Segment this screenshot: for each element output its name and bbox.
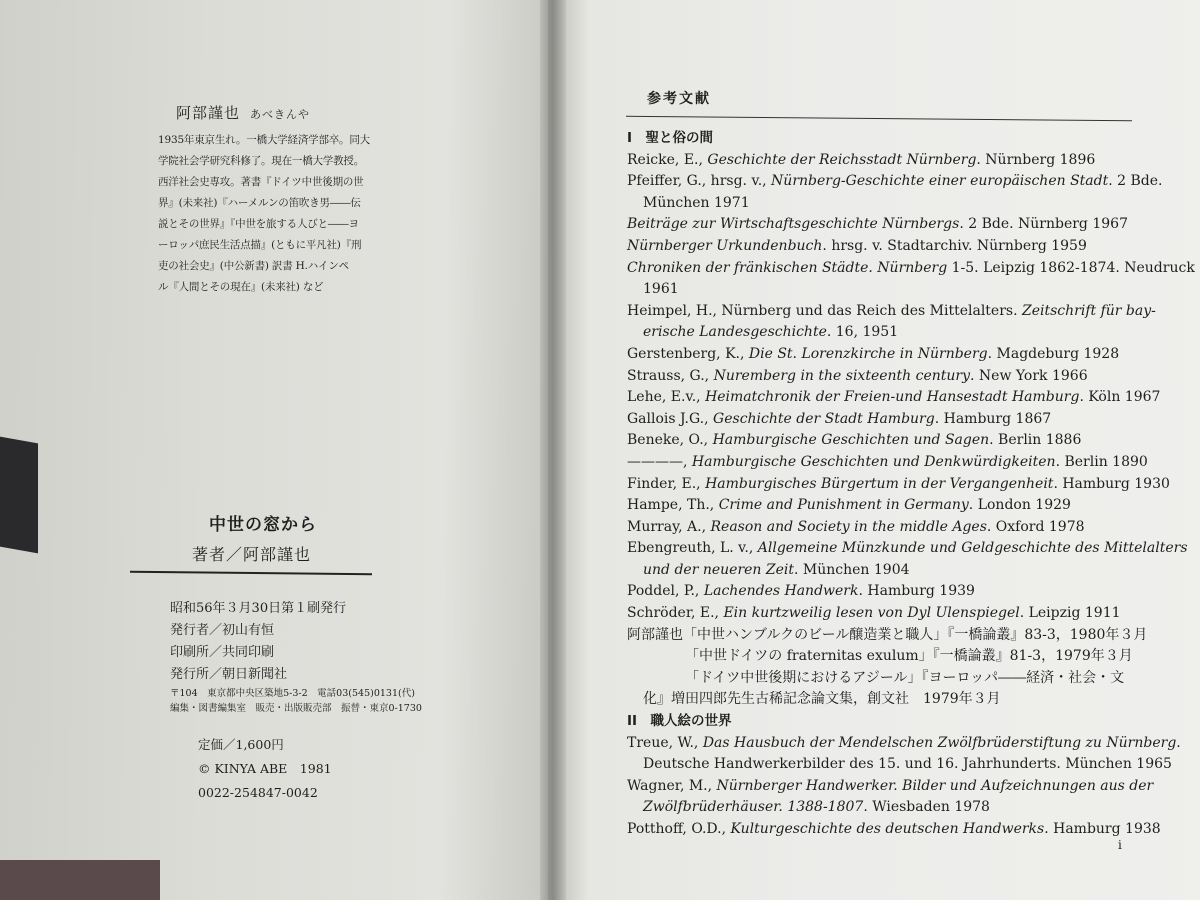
author-bio — [158, 130, 370, 298]
entry-title: Crime and Punishment in Germany — [718, 497, 969, 514]
entry-text: . Wiesbaden 1978 — [863, 799, 990, 816]
entry-title: Hamburgisches Bürgertum in der Vergangenheit — [705, 475, 1054, 492]
bibliography-entry — [627, 625, 1148, 647]
entry-text: 阿部謹也「中世ハンブルクのビール醸造業と職人」『一橋論叢』83-3，1980年３月 — [627, 626, 1148, 643]
bibliography-entry — [627, 797, 1137, 819]
entry-title: erische Landesgeschichte — [643, 324, 827, 341]
bio-line: 学院社会学研究科修了。現在一橋大学教授。 — [158, 155, 364, 167]
publisher-address: 〒104 東京都中央区築地5-3-2 電話03(545)0131(代) — [170, 688, 415, 699]
entry-text: . Magdeburg 1928 — [987, 345, 1120, 362]
entry-text: Strauss, G., — [627, 367, 714, 384]
entry-text: Pfeiffer, G., hrsg. v., — [627, 173, 772, 190]
entry-text: . Hamburg 1867 — [934, 410, 1052, 427]
entry-text: 「中世ドイツの fraternitas exulum」『一橋論叢』81-3，1979年３月 — [685, 648, 1133, 665]
book-title: 中世の窓から — [209, 515, 317, 535]
entry-title: Geschichte der Stadt Hamburg — [713, 410, 935, 427]
entry-title: Die St. Lorenzkirche in Nürnberg — [748, 345, 988, 362]
bibliography-entry — [627, 214, 1137, 236]
entry-text: . Köln 1967 — [1079, 389, 1161, 406]
entry-text: Reicke, E., — [627, 151, 708, 168]
entry-text: . Leipzig 1911 — [1019, 605, 1121, 622]
entry-text: Schröder, E., — [627, 605, 724, 622]
bio-line: 吏の社会史』(中公新書) 訳書 H.ハインペ — [158, 260, 349, 272]
entry-title: und der neueren Zeit — [643, 561, 794, 578]
entry-text: München 1971 — [643, 194, 750, 211]
bibliography-entry — [627, 301, 1156, 323]
entry-text: . Hamburg 1930 — [1053, 475, 1170, 492]
bibliography-entry — [627, 409, 1137, 431]
page-number: i — [1118, 838, 1122, 852]
entry-text: . Oxford 1978 — [986, 518, 1085, 535]
entry-text: Treue, W., — [627, 734, 703, 751]
entry-text: . 16, 1951 — [826, 324, 899, 341]
bibliography-entry — [627, 517, 1137, 539]
entry-text: . — [1176, 734, 1181, 751]
bibliography-entry — [627, 366, 1137, 388]
author-name — [176, 102, 310, 123]
entry-title: Allgemeine Münzkunde und Geldgeschichte des Mittelalters — [757, 540, 1188, 557]
entry-title: Zeitschrift für bay- — [1021, 302, 1156, 319]
entry-text: . 2 Bde. — [1108, 173, 1163, 190]
entry-text: . London 1929 — [968, 497, 1071, 514]
price-block — [198, 733, 332, 805]
bibliography-entry — [627, 776, 1154, 798]
entry-title: Reason and Society in the middle Ages — [710, 518, 987, 535]
bibliography-entry — [627, 150, 1137, 172]
bibliography-entry — [627, 733, 1181, 755]
bookmark-tab — [0, 437, 38, 554]
bio-line: ーロッパ庶民生活点描』(ともに平凡社)『刑 — [158, 239, 362, 251]
bibliography-entry — [627, 236, 1137, 258]
bibliography-heading: 参考文献 — [647, 91, 711, 107]
entry-title: Lachendes Handwerk — [703, 583, 859, 600]
bibliography-entry — [627, 474, 1170, 496]
entry-title: Hamburgische Geschichten und Sagen — [712, 432, 990, 449]
publisher: 発行所／朝日新聞社 — [170, 667, 288, 682]
entry-text: 「ドイツ中世後期におけるアジール」『ヨーロッパ――経済・社会・文 — [685, 669, 1125, 686]
bio-line: 界』(未来社)『ハーメルンの笛吹き男――伝 — [158, 197, 361, 209]
author-name-text: 阿部謹也 — [176, 104, 241, 122]
section-heading: I 聖と俗の間 — [627, 130, 714, 146]
entry-text: . München 1904 — [794, 561, 910, 578]
bibliography-entry — [627, 322, 1137, 344]
entry-title: Kulturgeschichte des deutschen Handwerks — [730, 821, 1045, 837]
entry-text: Finder, E., — [627, 475, 706, 492]
entry-title: Das Hausbuch der Mendelschen Zwölfbrüderstiftung zu Nürnberg — [702, 734, 1177, 751]
bibliography-entry — [627, 495, 1137, 517]
entry-text: . Nürnberg 1896 — [976, 151, 1096, 168]
entry-text: Beneke, O., — [627, 432, 713, 449]
entry-text: . Berlin 1890 — [1055, 453, 1148, 470]
bibliography-entry — [627, 668, 1137, 690]
bibliography-entry — [627, 560, 1137, 582]
publisher-person: 発行者／初山有恒 — [170, 623, 275, 638]
entry-title: Ein kurtzweilig lesen von Dyl Ulenspiegel — [723, 605, 1020, 622]
entry-text: Deutsche Handwerkerbilder des 15. und 16. Jahrhunderts. München 1965 — [643, 756, 1172, 773]
price: 定価／1,600円 — [198, 737, 284, 752]
entry-text: Potthoff, O.D., — [627, 821, 731, 837]
entry-text: Wagner, M., — [627, 777, 717, 794]
entry-text: Hampe, Th., — [627, 497, 719, 514]
entry-text: Poddel, P., — [627, 583, 704, 600]
entry-text: . Hamburg 1938 — [1044, 821, 1161, 837]
entry-title: Nürnberger Urkundenbuch — [627, 237, 823, 254]
book-code: 0022-254847-0042 — [198, 785, 318, 800]
bibliography-entry — [627, 193, 1137, 215]
entry-text: . Hamburg 1939 — [858, 583, 975, 600]
entry-title: Hamburgische Geschichten und Denkwürdigkeiten — [691, 453, 1056, 470]
printer: 印刷所／共同印刷 — [170, 645, 275, 660]
colophon — [170, 598, 422, 716]
publisher-departments: 編集・図書編集室 販売・出版販売部 振替・東京0-1730 — [170, 703, 422, 714]
entry-text: Murray, A., — [627, 518, 711, 535]
entry-text: Heimpel, H., Nürnberg und das Reich des Mittelalters. — [627, 302, 1022, 319]
entry-text: 1-5. Leipzig 1862-1874. Neudruck — [947, 259, 1195, 276]
table-edge — [0, 860, 160, 900]
entry-title: Heimatchronik der Freien-und Hansestadt Hamburg — [705, 389, 1080, 406]
entry-title: Nürnberg-Geschichte einer europäischen Stadt — [771, 173, 1109, 190]
bibliography-entry — [627, 581, 1137, 603]
entry-text: . 2 Bde. Nürnberg 1967 — [959, 216, 1128, 233]
entry-text: Ebengreuth, L. v., — [627, 540, 758, 557]
entry-text: Lehe, E.v., — [627, 389, 706, 406]
section-heading: II 職人絵の世界 — [627, 713, 732, 730]
bio-line: 説とその世界』『中世を旅する人びと――ヨ — [158, 218, 359, 230]
entry-title: Geschichte der Reichsstadt Nürnberg — [707, 151, 977, 168]
entry-text: . New York 1966 — [970, 367, 1088, 384]
entry-title: Nürnberger Handwerker. Bilder und Aufzeichnungen aus der — [716, 777, 1154, 794]
copyright: © KINYA ABE 1981 — [198, 761, 332, 776]
bibliography-entry — [627, 819, 1161, 841]
bio-line: 西洋社会史専攻。著書『ドイツ中世後期の世 — [158, 176, 364, 188]
bibliography-list — [627, 128, 1195, 841]
bio-line: 1935年東京生れ。一橋大学経済学部卒。同大 — [158, 134, 370, 146]
bibliography-entry — [627, 171, 1163, 193]
book-gutter — [540, 0, 566, 900]
bibliography-entry — [627, 689, 1137, 711]
bibliography-entry — [627, 430, 1137, 452]
bibliography-entry — [627, 646, 1137, 668]
bibliography-entry — [627, 279, 1137, 301]
entry-title: Chroniken der fränkischen Städte. Nürnberg — [627, 259, 948, 276]
entry-title: Beiträge zur Wirtschaftsgeschichte Nürnbergs — [627, 216, 960, 233]
book-author: 著者／阿部謹也 — [192, 545, 312, 564]
issue-date: 昭和56年３月30日第１刷発行 — [170, 601, 347, 616]
entry-text: 1961 — [643, 281, 679, 298]
bibliography-entry — [627, 258, 1195, 280]
entry-text: . Berlin 1886 — [989, 432, 1082, 449]
bibliography-entry — [627, 538, 1188, 560]
entry-title: Zwölfbrüderhäuser. 1388-1807 — [643, 799, 864, 816]
bibliography-entry — [627, 754, 1172, 776]
entry-title: Nuremberg in the sixteenth century — [713, 367, 971, 384]
bibliography-entry — [627, 344, 1137, 366]
bibliography-entry — [627, 452, 1148, 474]
bio-line: ル『人間とその現在』(未来社) など — [158, 281, 324, 293]
author-kana: あべきんや — [250, 108, 311, 121]
entry-text: 化』増田四郎先生古稀記念論文集，創文社 1979年３月 — [643, 691, 1001, 708]
bibliography-entry — [627, 603, 1137, 625]
entry-text: ————, — [627, 453, 692, 470]
entry-text: . hrsg. v. Stadtarchiv. Nürnberg 1959 — [822, 237, 1087, 254]
bibliography-entry — [627, 387, 1161, 409]
entry-text: Gallois J.G., — [627, 410, 714, 427]
entry-text: Gerstenberg, K., — [627, 345, 749, 362]
